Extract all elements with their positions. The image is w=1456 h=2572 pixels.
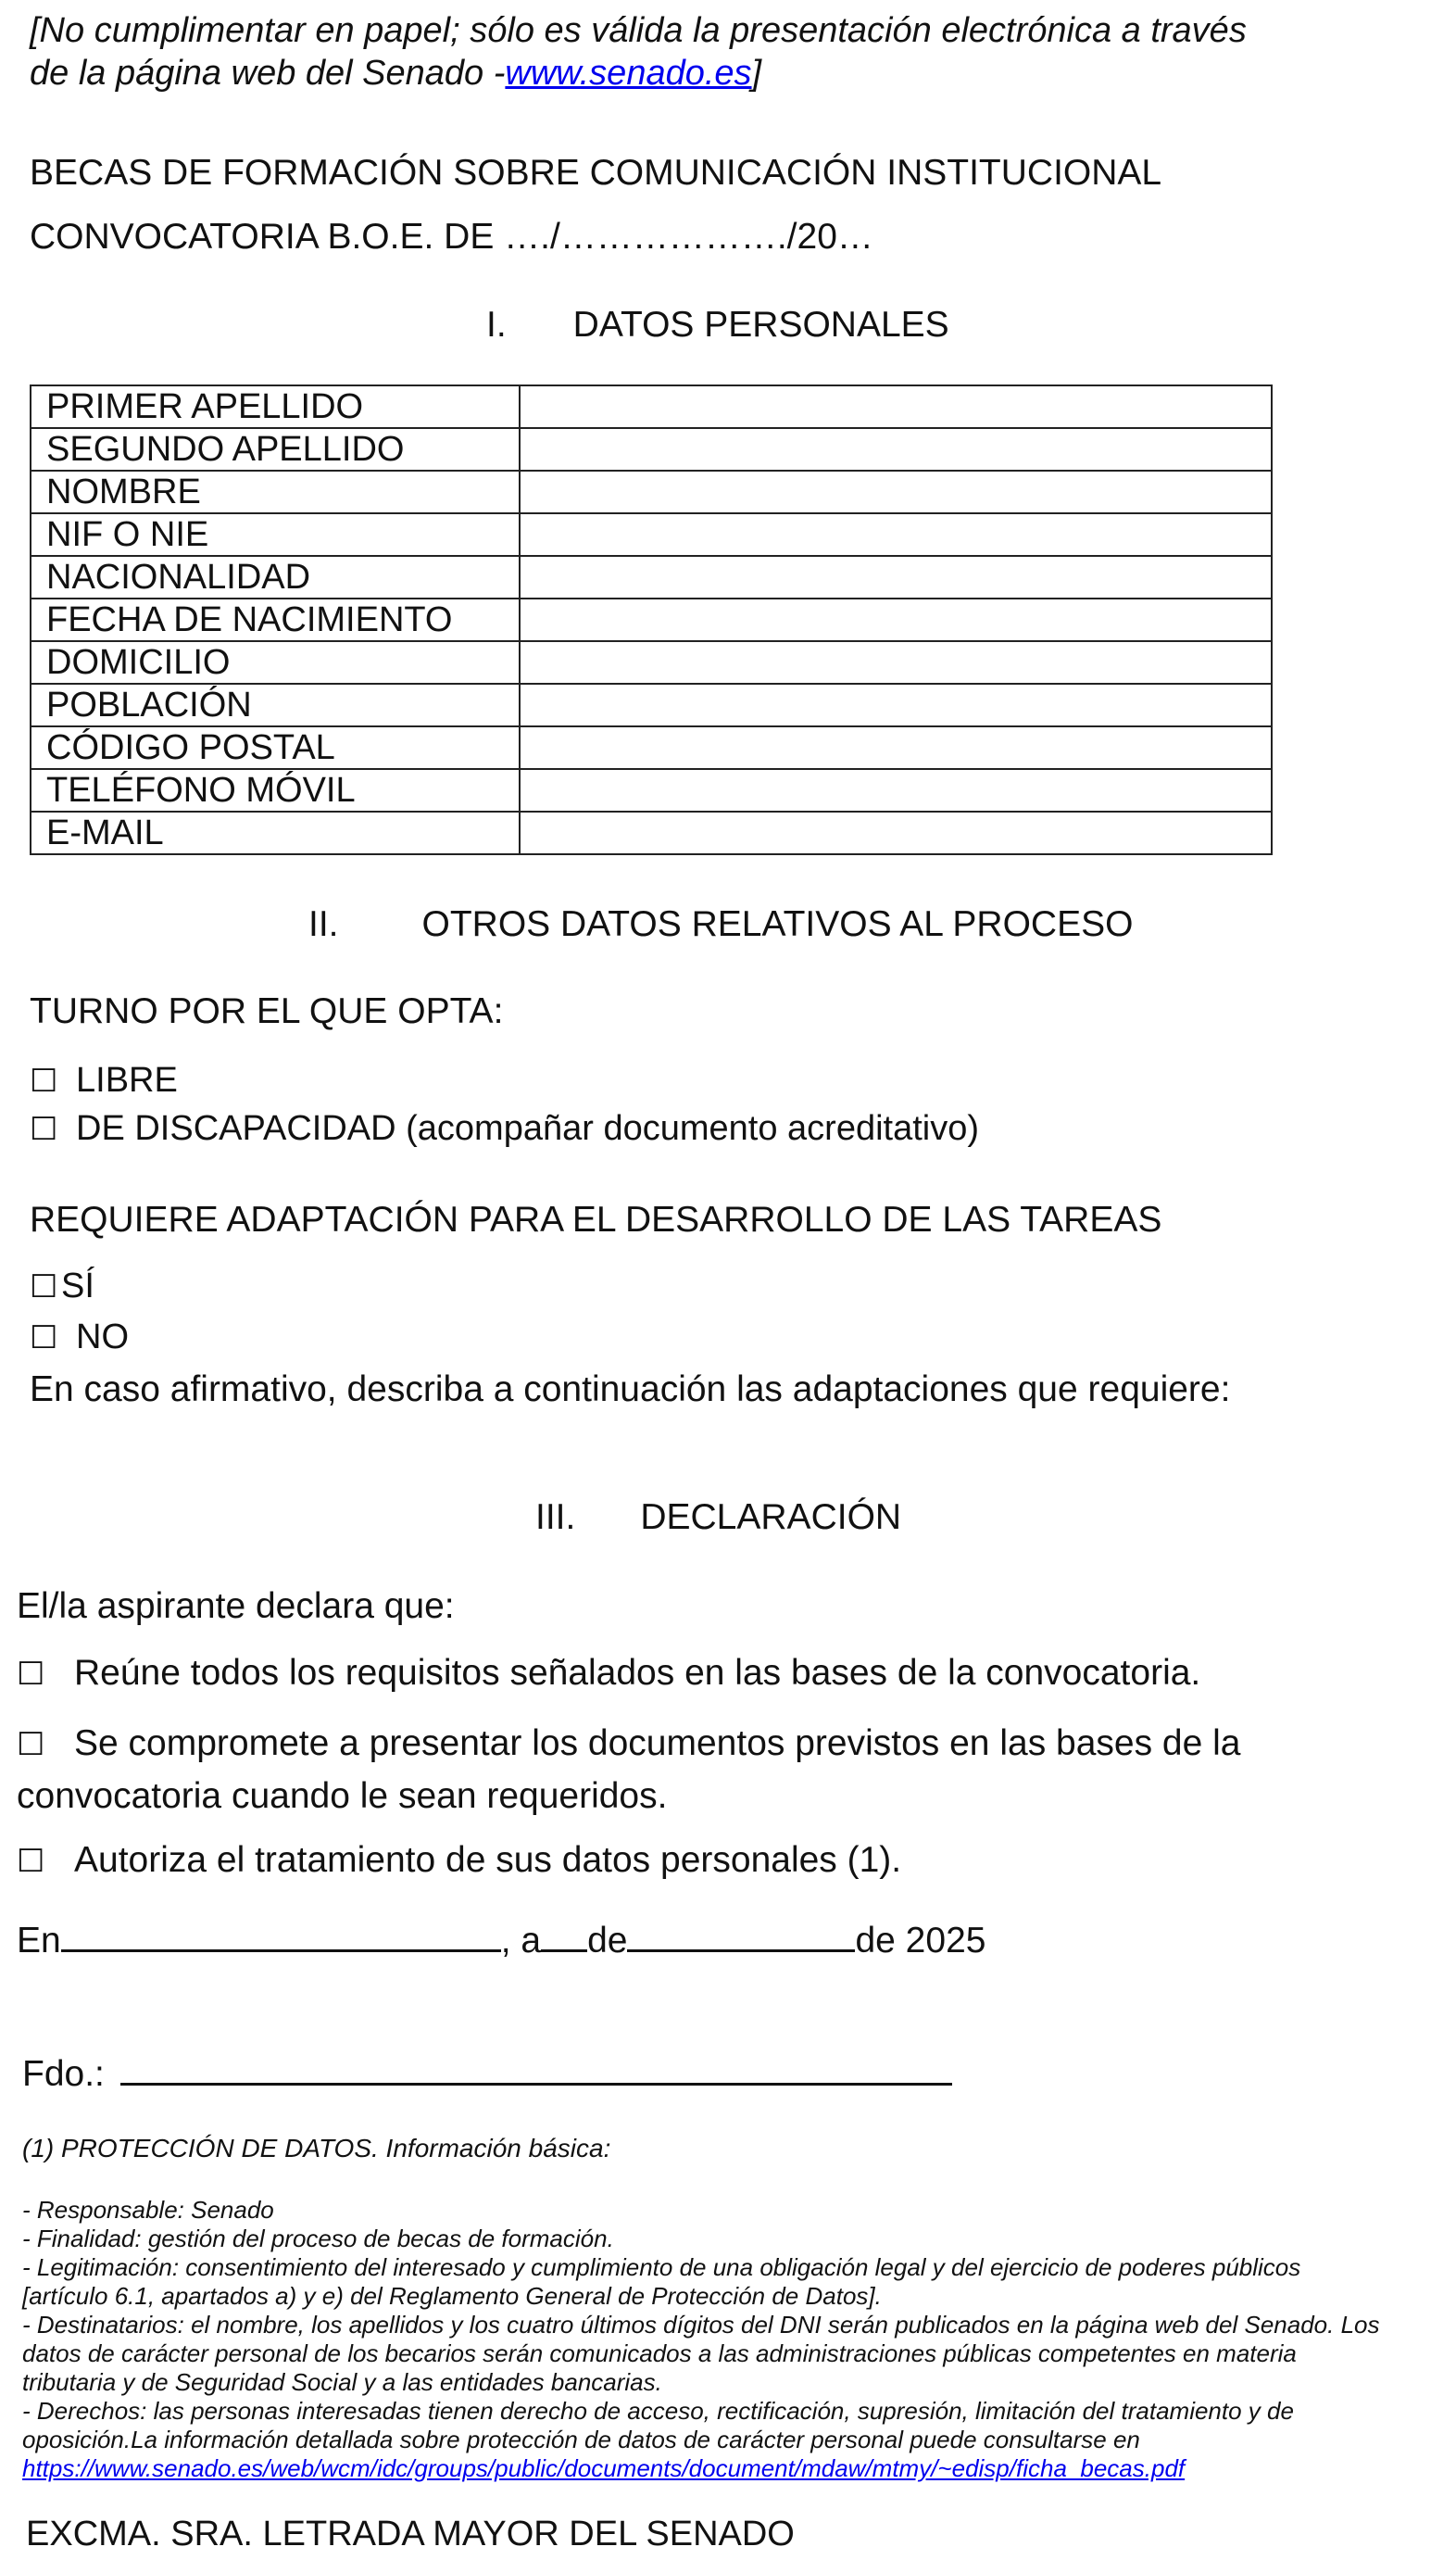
signature-blank[interactable] [120,2051,952,2086]
notice-line-1: [No cumplimentar en papel; sólo es válida la presentación electrónica a través [30,11,1247,50]
notice-suffix: ] [751,54,762,93]
declaration-item-requisitos[interactable] [17,1651,1200,1696]
personal-data-label: SEGUNDO APELLIDO [31,428,520,471]
personal-data-field[interactable] [520,471,1272,513]
section-1-heading [486,303,949,347]
adaptacion-label: REQUIERE ADAPTACIÓN PARA EL DESARROLLO DE LAS TAREAS [30,1200,1162,1240]
personal-data-row [31,599,1272,641]
section-2-heading [308,902,1133,947]
personal-data-row [31,471,1272,513]
section-3-number: III. [535,1497,576,1537]
footnote-line: - Finalidad: gestión del proceso de becas de formación. [22,2225,614,2252]
personal-data-field[interactable] [520,428,1272,471]
checkbox-icon[interactable]: ☐ [30,1319,58,1356]
personal-data-label: POBLACIÓN [31,684,520,726]
place-de: de [587,1921,628,1961]
month-blank[interactable] [627,1918,855,1952]
personal-data-row [31,769,1272,812]
notice-line-2 [30,52,1247,95]
personal-data-label: E-MAIL [31,812,520,854]
footnote-line: - Destinatarios: el nombre, los apellidos y los cuatro últimos dígitos del DNI serán publicados en la página web del Senado. Los [22,2311,1380,2339]
footnote-title: (1) PROTECCIÓN DE DATOS. Información básica: [22,2134,611,2162]
declaration-item-documentos[interactable] [17,1721,1241,1819]
footnote-line: tributaria y de Seguridad Social y a las entidades bancarias. [22,2368,662,2396]
checkbox-icon[interactable]: ☐ [17,1656,45,1693]
adaptacion-option-si[interactable] [30,1265,94,1308]
footnote-line: - Legitimación: consentimiento del interesado y cumplimiento de una obligación legal y del ejercicio de poderes públicos [22,2253,1301,2281]
section-2-number: II. [308,904,339,944]
turno-option-label: LIBRE [76,1061,178,1100]
footnote-line: - Derechos: las personas interesadas tienen derecho de acceso, rectificación, supresión, limitación del tratamiento y de [22,2397,1294,2425]
fdo-label: Fdo.: [22,2054,105,2094]
declaration-text: Se compromete a presentar los documentos previstos en las bases de la [74,1723,1241,1763]
checkbox-icon[interactable]: ☐ [17,1726,45,1763]
declaration-item-datos[interactable] [17,1838,901,1884]
personal-data-label: PRIMER APELLIDO [31,385,520,428]
place-date-line [17,1918,985,1963]
electronic-notice [30,9,1247,95]
privacy-link[interactable]: https://www.senado.es/web/wcm/idc/groups/public/documents/document/mdaw/mtmy/~edisp/ficha_becas.pdf [22,2454,1186,2482]
checkbox-icon[interactable]: ☐ [17,1843,45,1880]
section-1-title: DATOS PERSONALES [572,305,949,345]
personal-data-label: CÓDIGO POSTAL [31,726,520,769]
personal-data-label: TELÉFONO MÓVIL [31,769,520,812]
personal-data-field[interactable] [520,684,1272,726]
personal-data-field[interactable] [520,641,1272,684]
adaptacion-no-label: NO [76,1318,129,1356]
addressee: EXCMA. SRA. LETRADA MAYOR DEL SENADO [26,2515,795,2553]
personal-data-row [31,513,1272,556]
personal-data-label: FECHA DE NACIMIENTO [31,599,520,641]
personal-data-label: NIF O NIE [31,513,520,556]
footnote-body [22,2196,1439,2483]
year-text: de 2025 [855,1921,986,1961]
declaration-text: Reúne todos los requisitos señalados en las bases de la convocatoria. [74,1653,1201,1693]
declaration-text-continued: convocatoria cuando le sean requeridos. [17,1776,668,1816]
personal-data-row [31,641,1272,684]
personal-data-row [31,684,1272,726]
declaration-intro: El/la aspirante declara que: [17,1586,455,1626]
adaptacion-si-label: SÍ [61,1267,94,1305]
personal-data-row [31,812,1272,854]
personal-data-label: NOMBRE [31,471,520,513]
personal-data-field[interactable] [520,599,1272,641]
personal-data-field[interactable] [520,726,1272,769]
declaration-text: Autoriza el tratamiento de sus datos personales (1). [74,1840,902,1880]
section-1-number: I. [486,305,507,345]
personal-data-row [31,556,1272,599]
personal-data-field[interactable] [520,513,1272,556]
checkbox-icon[interactable]: ☐ [30,1268,58,1305]
senado-link[interactable]: www.senado.es [505,54,752,93]
turno-option-libre[interactable] [30,1059,178,1103]
place-blank[interactable] [61,1918,501,1952]
footnote-line: [artículo 6.1, apartados a) y e) del Reglamento General de Protección de Datos]. [22,2282,882,2310]
place-prefix: En [17,1921,61,1961]
checkbox-icon[interactable]: ☐ [30,1063,58,1100]
personal-data-label: DOMICILIO [31,641,520,684]
personal-data-row [31,428,1272,471]
convocatoria-line: CONVOCATORIA B.O.E. DE …./………………./20… [30,217,873,257]
footnote-line: oposición.La información detallada sobre protección de datos de carácter personal puede consultarse en [22,2426,1140,2453]
footnote-line: datos de carácter personal de los becarios serán comunicados a las administraciones públicas competentes en materia [22,2339,1297,2367]
place-a: , a [500,1921,542,1961]
personal-data-row [31,726,1272,769]
form-title: BECAS DE FORMACIÓN SOBRE COMUNICACIÓN INSTITUCIONAL [30,153,1162,193]
notice-prefix: de la página web del Senado - [30,54,506,93]
adaptacion-description-prompt: En caso afirmativo, describa a continuación las adaptaciones que requiere: [30,1369,1231,1409]
personal-data-row [31,385,1272,428]
day-blank[interactable] [541,1918,587,1952]
personal-data-table [30,385,1273,855]
personal-data-field[interactable] [520,556,1272,599]
turno-option-label: DE DISCAPACIDAD (acompañar documento acreditativo) [76,1109,980,1148]
signature-line [22,2051,952,2097]
section-3-heading [535,1495,901,1540]
adaptacion-option-no[interactable] [30,1316,129,1359]
checkbox-icon[interactable]: ☐ [30,1111,58,1148]
footnote-line: - Responsable: Senado [22,2196,274,2224]
section-3-title: DECLARACIÓN [640,1497,902,1537]
turno-label: TURNO POR EL QUE OPTA: [30,991,504,1031]
personal-data-field[interactable] [520,812,1272,854]
personal-data-field[interactable] [520,385,1272,428]
turno-option-discapacidad[interactable] [30,1107,979,1151]
personal-data-field[interactable] [520,769,1272,812]
section-2-title: OTROS DATOS RELATIVOS AL PROCESO [421,904,1134,944]
personal-data-label: NACIONALIDAD [31,556,520,599]
